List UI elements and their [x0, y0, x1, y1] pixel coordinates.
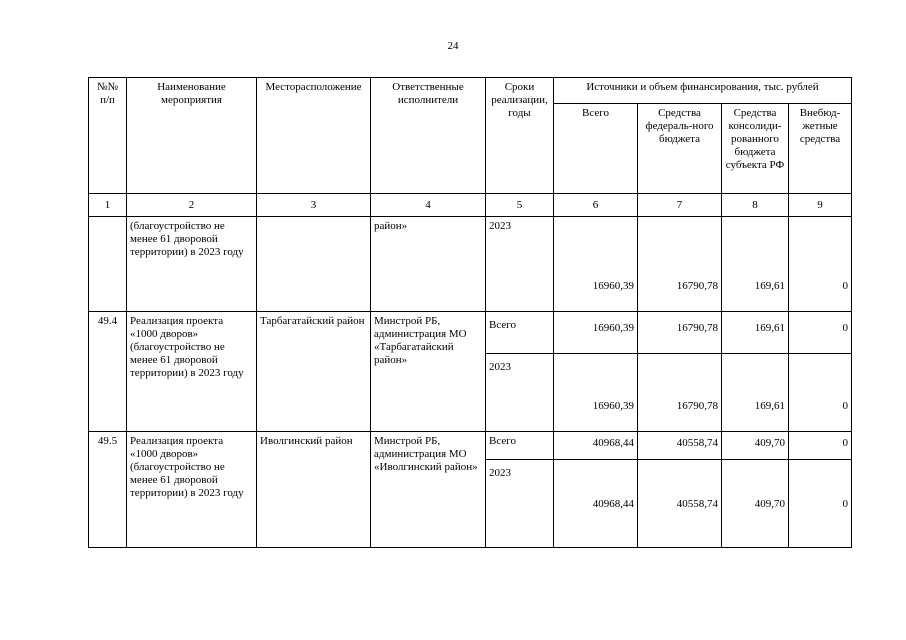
financing-table: [88, 77, 852, 548]
row-term: 2023: [486, 460, 554, 548]
row-total: 16960,39: [554, 354, 638, 432]
table-row: [89, 217, 852, 312]
column-number: 5: [486, 194, 554, 217]
row-executors: район»: [371, 217, 486, 312]
header-sources: Источники и объем финансирования, тыс. рублей: [554, 78, 852, 104]
row-name: Реализация проекта «1000 дворов» (благоустройство не менее 61 дворовой территории) в 2023 году: [127, 312, 257, 432]
column-number: 7: [638, 194, 722, 217]
row-term: Всего: [486, 432, 554, 460]
row-executors: Минстрой РБ, администрация МО «Тарбагатайский район»: [371, 312, 486, 432]
row-offbudget: 0: [789, 432, 852, 460]
column-number: 4: [371, 194, 486, 217]
row-location: [257, 217, 371, 312]
header-num: №№ п/п: [89, 78, 127, 194]
row-location: Иволгинский район: [257, 432, 371, 548]
header-location: Месторасположение: [257, 78, 371, 194]
table-row: [89, 312, 852, 354]
column-number-row: [89, 194, 852, 217]
row-consolidated: 409,70: [722, 460, 789, 548]
row-federal: 16790,78: [638, 354, 722, 432]
row-federal: 16790,78: [638, 217, 722, 312]
row-term: Всего: [486, 312, 554, 354]
row-offbudget: 0: [789, 217, 852, 312]
row-location: Тарбагатайский район: [257, 312, 371, 432]
row-offbudget: 0: [789, 354, 852, 432]
row-offbudget: 0: [789, 460, 852, 548]
table-row: [89, 432, 852, 460]
row-total: 40968,44: [554, 432, 638, 460]
row-executors: Минстрой РБ, администрация МО «Иволгинский район»: [371, 432, 486, 548]
row-total: 16960,39: [554, 312, 638, 354]
column-number: 9: [789, 194, 852, 217]
header-name: Наименование мероприятия: [127, 78, 257, 194]
row-consolidated: 409,70: [722, 432, 789, 460]
column-number: 8: [722, 194, 789, 217]
row-name: Реализация проекта «1000 дворов» (благоустройство не менее 61 дворовой территории) в 2023 году: [127, 432, 257, 548]
row-offbudget: 0: [789, 312, 852, 354]
row-total: 16960,39: [554, 217, 638, 312]
row-federal: 40558,74: [638, 460, 722, 548]
header-executors: Ответственные исполнители: [371, 78, 486, 194]
header-federal: Средства федераль-ного бюджета: [638, 104, 722, 194]
column-number: 6: [554, 194, 638, 217]
row-consolidated: 169,61: [722, 312, 789, 354]
row-consolidated: 169,61: [722, 217, 789, 312]
header-consolidated: Средства консолиди-рованного бюджета субъекта РФ: [722, 104, 789, 194]
header-offbudget: Внебюд-жетные средства: [789, 104, 852, 194]
row-num: [89, 217, 127, 312]
row-term: 2023: [486, 217, 554, 312]
column-number: 3: [257, 194, 371, 217]
column-number: 1: [89, 194, 127, 217]
row-consolidated: 169,61: [722, 354, 789, 432]
row-federal: 40558,74: [638, 432, 722, 460]
row-total: 40968,44: [554, 460, 638, 548]
page-number: 24: [447, 40, 459, 52]
row-term: 2023: [486, 354, 554, 432]
header-terms: Сроки реализации, годы: [486, 78, 554, 194]
row-num: 49.5: [89, 432, 127, 548]
row-federal: 16790,78: [638, 312, 722, 354]
row-num: 49.4: [89, 312, 127, 432]
column-number: 2: [127, 194, 257, 217]
row-name: (благоустройство не менее 61 дворовой территории) в 2023 году: [127, 217, 257, 312]
header-total: Всего: [554, 104, 638, 194]
